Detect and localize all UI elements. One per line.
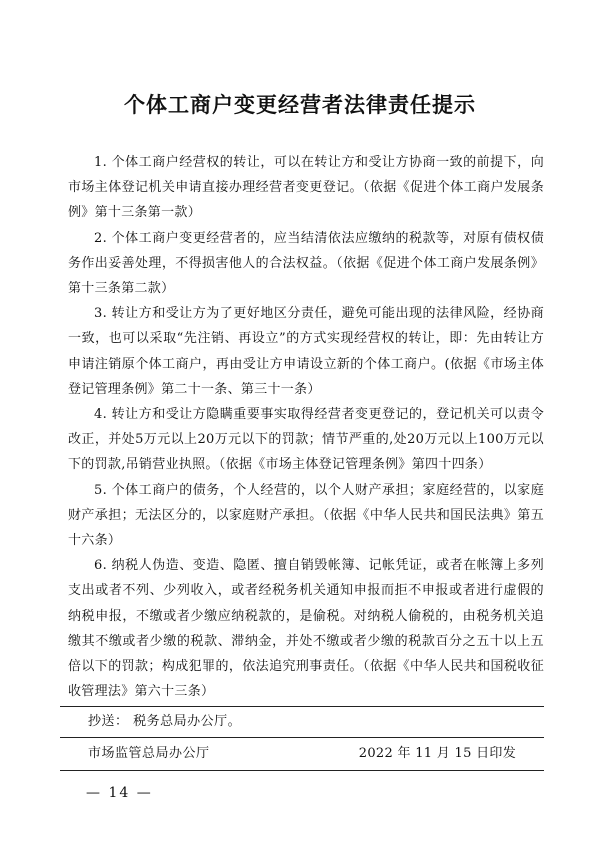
- paragraph-6: 6. 纳税人伪造、变造、隐匿、擅自销毁帐簿、记帐凭证，或者在帐簿上多列支出或者不列、少列收入，或者经税务机关通知申报而拒不申报或者进行虚假的纳税申报，不缴或者少缴应纳税款的，是偷税。对纳税人偷税的，由税务机关追缴其不缴或者少缴的税款、滞纳金，并处不缴或者少缴的税款百分之五十以上五倍以下的罚款；构成犯罪的，依法追究刑事责任。（依据《中华人民共和国税收征收管理法》第六十三条）: [68, 558, 544, 700]
- document-title: 个体工商户变更经营者法律责任提示: [124, 92, 476, 117]
- paragraph-2: 2. 个体工商户变更经营者的，应当结清依法应缴纳的税款等，对原有债权债务作出妥善处理，不得损害他人的合法权益。（依据《促进个体工商户发展条例》第十三条第二款）: [68, 230, 544, 297]
- footer-divider-top: [60, 706, 544, 707]
- page-number: — 14 —: [86, 785, 153, 801]
- cc-line: 抄送： 税务总局办公厅。: [88, 714, 242, 729]
- document-body: [68, 150, 544, 704]
- issue-date: 2022 年 11 月 15 日印发: [358, 746, 516, 761]
- paragraph-4: 4. 转让方和受让方隐瞒重要事实取得经营者变更登记的，登记机关可以责令改正，并处5万元以上20万元以下的罚款；情节严重的,处20万元以上100万元以下的罚款,吊销营业执照。（依据《市场主体登记管理条例》第四十四条）: [68, 407, 544, 473]
- issuer: 市场监管总局办公厅: [88, 746, 210, 761]
- paragraph-5: 5. 个体工商户的债务，个人经营的，以个人财产承担；家庭经营的，以家庭财产承担；无法区分的，以家庭财产承担。（依据《中华人民共和国民法典》第五十六条）: [68, 482, 544, 549]
- footer-divider-middle: [60, 737, 544, 738]
- footer-divider-bottom: [60, 770, 544, 771]
- paragraph-1: 1. 个体工商户经营权的转让，可以在转让方和受让方协商一致的前提下，向市场主体登记机关申请直接办理经营者变更登记。（依据《促进个体工商户发展条例》第十三条第一款）: [68, 155, 544, 221]
- paragraph-3: 3. 转让方和受让方为了更好地区分责任，避免可能出现的法律风险，经协商一致，也可以采取“先注销、再设立”的方式实现经营权的转让，即：先由转让方申请注销原个体工商户，再由受让方申请设立新的个体工商户。(依据《市场主体登记管理条例》第二十一条、第三十一条）: [68, 306, 544, 397]
